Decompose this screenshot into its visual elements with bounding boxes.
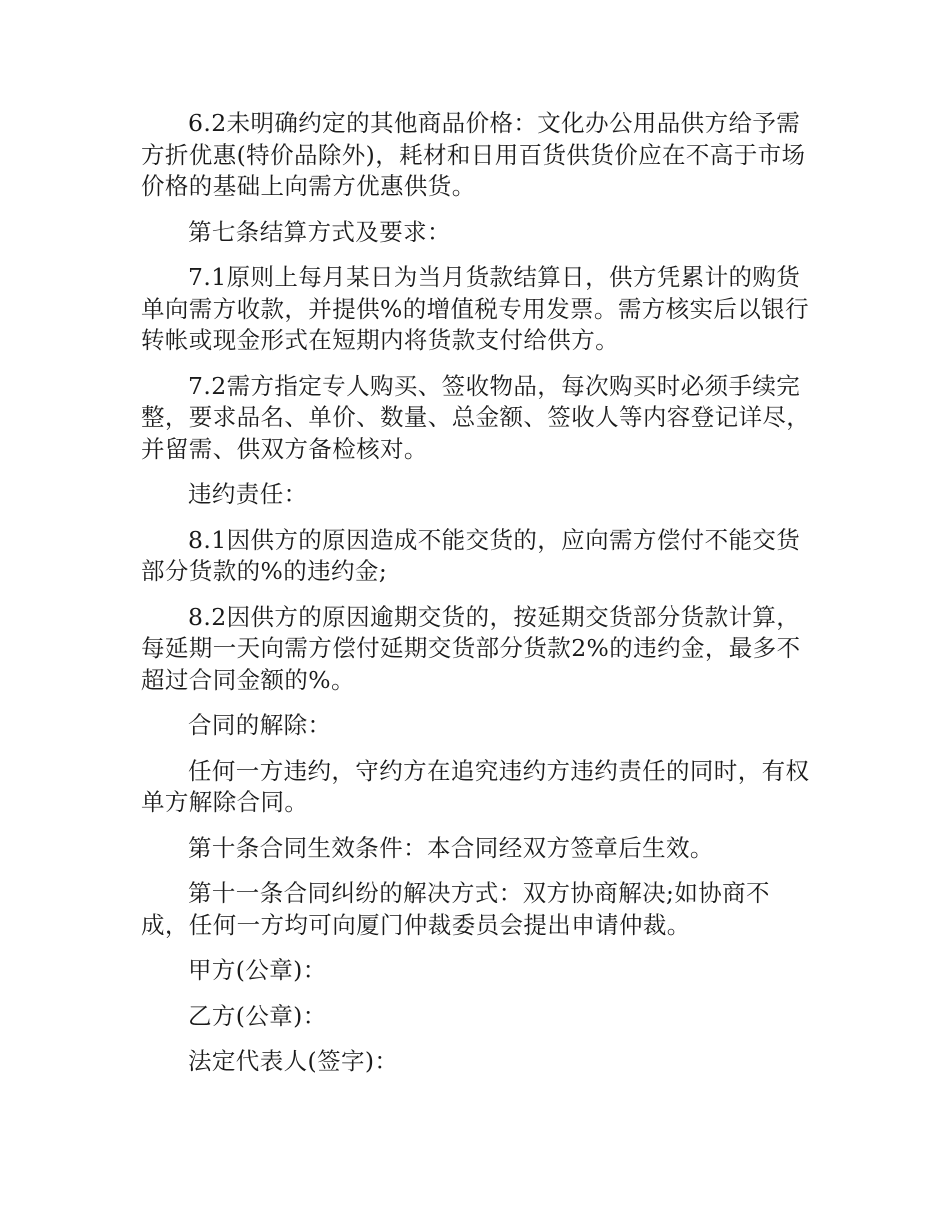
paragraph-termination-right: 任何一方违约，守约方在追究违约方违约责任的同时，有权单方解除合同。 bbox=[141, 756, 810, 816]
paragraph-7-1-settlement-date: 7.1原则上每月某日为当月货款结算日，供方凭累计的购货单向需方收款，并提供%的增值税专用发票。需方核实后以银行转帐或现金形式在短期内将货款支付给供方。 bbox=[141, 263, 810, 354]
signature-party-a: 甲方(公章)： bbox=[188, 956, 327, 984]
signature-party-b: 乙方(公章)： bbox=[188, 1001, 327, 1030]
paragraph-8-2-late-delivery: 8.2因供方的原因逾期交货的，按延期交货部分货款计算，每延期一天向需方偿付延期交货部分货款2%的违约金，最多不超过合同金额的%。 bbox=[141, 602, 801, 694]
paragraph-article-11-disputes: 第十一条合同纠纷的解决方式：双方协商解决;如协商不成，任何一方均可向厦门仲裁委员会提出申请仲裁。 bbox=[141, 879, 770, 939]
paragraph-article-10-effectiveness: 第十条合同生效条件：本合同经双方签章后生效。 bbox=[188, 833, 714, 862]
heading-article-7-settlement: 第七条结算方式及要求： bbox=[188, 217, 451, 246]
paragraph-8-1-non-delivery: 8.1因供方的原因造成不能交货的，应向需方偿付不能交货部分货款的%的违约金; bbox=[141, 525, 801, 585]
paragraph-7-2-designated-buyer: 7.2需方指定专人购买、签收物品，每次购买时必须手续完整，要求品名、单价、数量、总金额、签收人等内容登记详尽，并留需、供双方备检核对。 bbox=[141, 371, 811, 463]
heading-breach-liability: 违约责任： bbox=[188, 480, 308, 508]
paragraph-6-2-other-prices: 6.2未明确约定的其他商品价格：文化办公用品供方给予需方折优惠(特价品除外)，耗材和日用百货供货价应在不高于市场价格的基础上向需方优惠供货。 bbox=[141, 109, 806, 200]
signature-legal-representative: 法定代表人(签字)： bbox=[188, 1047, 399, 1075]
document-body bbox=[141, 108, 813, 1092]
heading-contract-termination: 合同的解除： bbox=[188, 711, 332, 739]
